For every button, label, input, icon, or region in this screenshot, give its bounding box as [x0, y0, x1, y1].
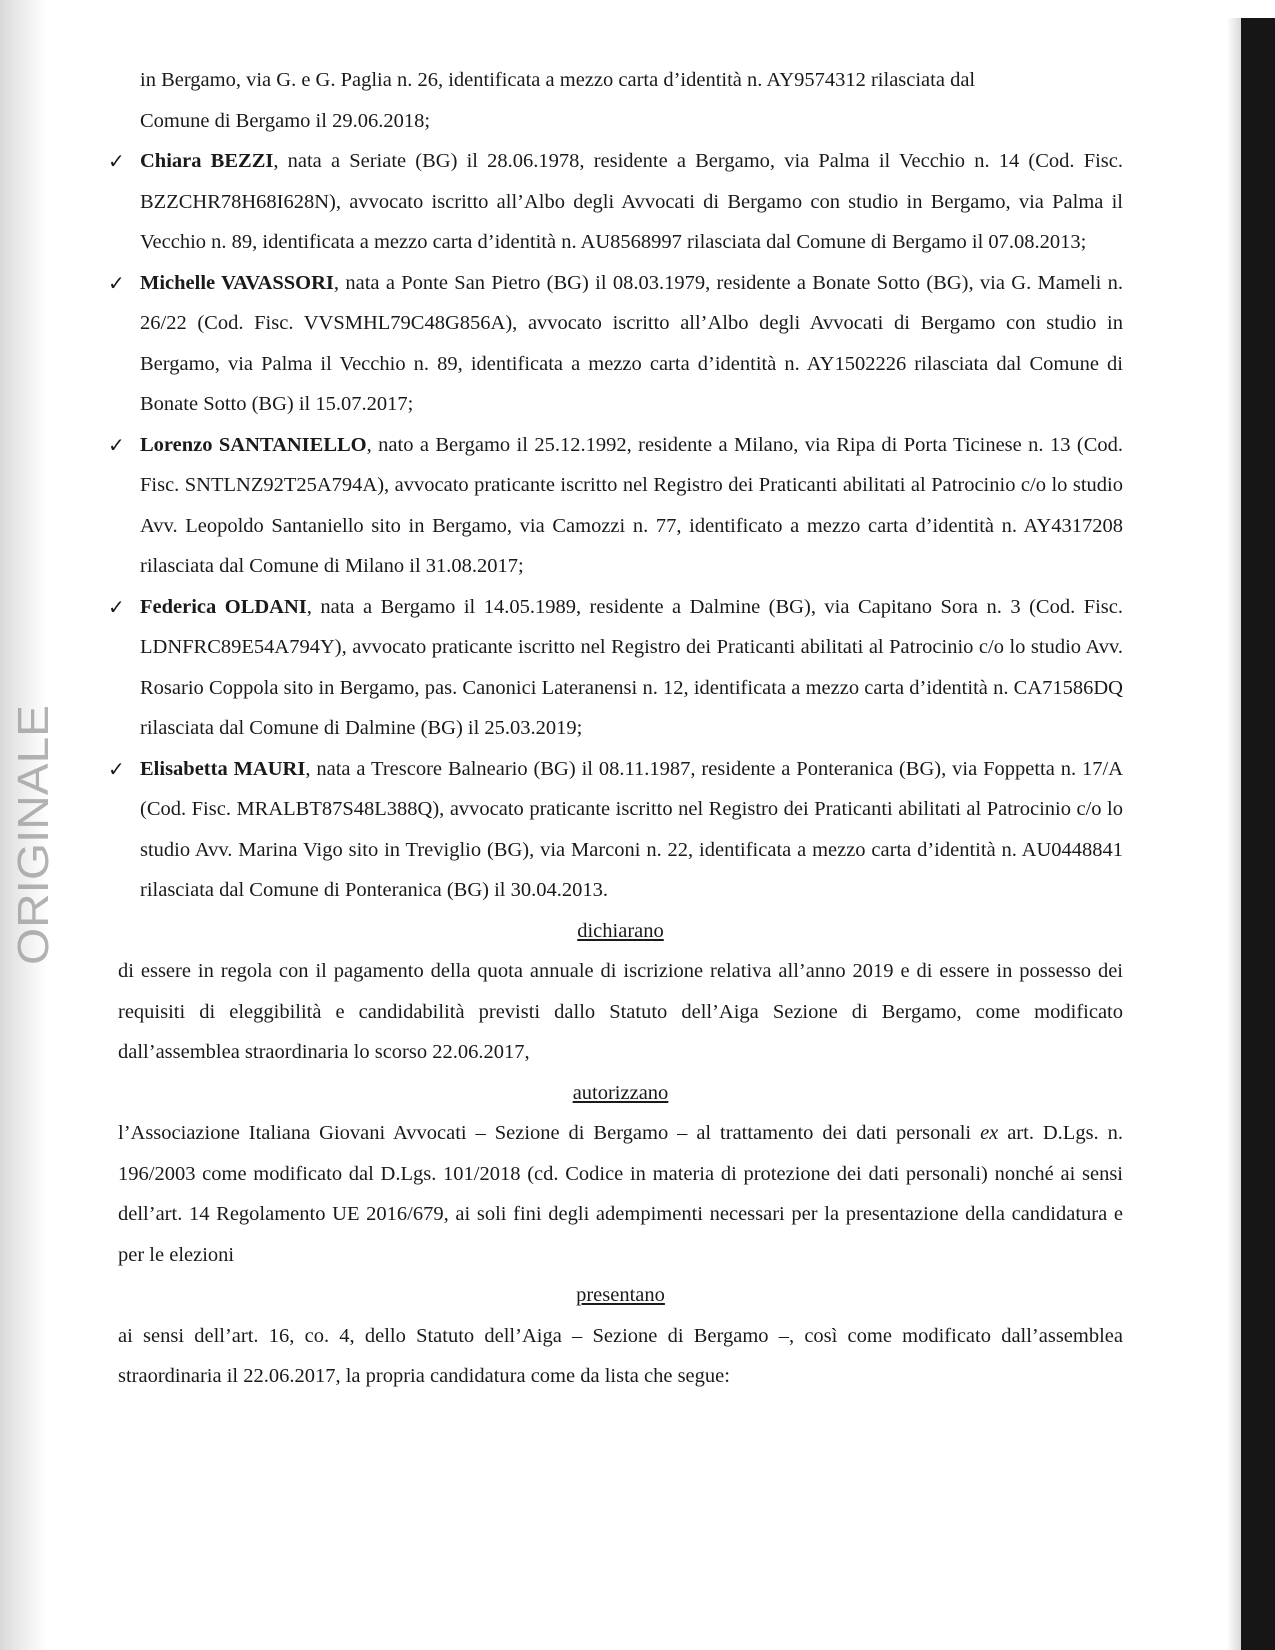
check-mark-icon: ✓	[108, 756, 125, 781]
italic-ex: ex	[980, 1122, 999, 1144]
candidate-entry-4	[108, 587, 1123, 749]
check-mark-icon: ✓	[108, 270, 125, 295]
candidate-name: Chiara BEZZI	[140, 150, 274, 172]
section-heading-dichiarano: dichiarano	[577, 919, 664, 942]
continuation-line-1: in Bergamo, via G. e G. Paglia n. 26, identificata a mezzo carta d’identità n. AY9574312 rilasciata dal	[140, 69, 976, 91]
check-mark-icon: ✓	[108, 149, 125, 173]
continuation-line-2: Comune di Bergamo il 29.06.2018;	[140, 109, 431, 132]
section-text-autorizzano: l’Associazione Italiana Giovani Avvocati – Sezione di Bergamo – al trattamento dei dati personali ex art. D.Lgs. n. 196/2003 come modificato dal D.Lgs. 101/2018 (cd. Codice in materia di protezione dei dati personali) nonché ai sensi dell’art. 14 Regolamento UE 2016/679, ai soli fini degli adempimenti necessari per la presentazione della candidatura e per le elezioni	[118, 1122, 1123, 1266]
candidate-name: Michelle VAVASSORI	[140, 271, 334, 294]
candidate-entry-5	[108, 749, 1123, 911]
candidate-name: Federica OLDANI	[140, 595, 307, 618]
candidate-details: , nata a Ponte San Pietro (BG) il 08.03.1979, residente a Bonate Sotto (BG), via G. Mameli n. 26/22 (Cod. Fisc. VVSMHL79C48G856A), avvocato iscritto all’Albo degli Avvocati di Bergamo con studio in Bergamo, via Palma il Vecchio n. 89, identificata a mezzo carta d’identità n. AY1502226 rilasciata dal Comune di Bonate Sotto (BG) il 15.07.2017;	[140, 271, 1123, 415]
stamp-text: ORIGINALE	[9, 725, 58, 965]
check-mark-icon: ✓	[108, 432, 125, 457]
section-heading-autorizzano: autorizzano	[572, 1081, 669, 1104]
candidate-details: , nata a Seriate (BG) il 28.06.1978, residente a Bergamo, via Palma il Vecchio n. 14 (Cod. Fisc. BZZCHR78H68I628N), avvocato iscritto all’Albo degli Avvocati di Bergamo con studio in Bergamo, via Palma il Vecchio n. 89, identificata a mezzo carta d’identità n. AU8568997 rilasciata dal Comune di Bergamo il 07.08.2013;	[140, 150, 1124, 253]
candidate-details: , nato a Bergamo il 25.12.1992, residente a Milano, via Ripa di Porta Ticinese n. 13 (Cod. Fisc. SNTLNZ92T25A794A), avvocato praticante iscritto nel Registro dei Praticanti abilitati al Patrocinio c/o lo studio Avv. Leopoldo Santaniello sito in Bergamo, via Camozzi n. 77, identificato a mezzo carta d’identità n. AY4317208 rilasciata dal Comune di Milano il 31.08.2017;	[140, 433, 1123, 577]
candidate-name: Elisabetta MAURI	[140, 757, 306, 780]
check-mark-icon: ✓	[108, 594, 125, 619]
candidate-entry-3	[108, 425, 1123, 587]
originale-stamp	[8, 700, 64, 970]
scan-right-shadow	[1227, 18, 1241, 1650]
section-text-presentano: ai sensi dell’art. 16, co. 4, dello Statuto dell’Aiga – Sezione di Bergamo –, così come modificato dall’assemblea straordinaria il 22.06.2017, la propria candidatura come da lista che segue:	[118, 1324, 1123, 1387]
candidate-entry-2	[108, 263, 1123, 425]
section-heading-presentano: presentano	[576, 1284, 665, 1306]
section-text-dichiarano: di essere in regola con il pagamento della quota annuale di iscrizione relativa all’anno 2019 e di essere in possesso dei requisiti di eleggibilità e candidabilità previsti dallo Statuto dell’Aiga Sezione di Bergamo, come modificato dall’assemblea straordinaria lo scorso 22.06.2017,	[118, 960, 1123, 1063]
candidate-name: Lorenzo SANTANIELLO	[140, 433, 367, 456]
candidate-details: , nata a Trescore Balneario (BG) il 08.11.1987, residente a Ponteranica (BG), via Foppetta n. 17/A (Cod. Fisc. MRALBT87S48L388Q), avvocato praticante iscritto nel Registro dei Praticanti abilitati al Patrocinio c/o lo studio Avv. Marina Vigo sito in Treviglio (BG), via Marconi n. 22, identificata a mezzo carta d’identità n. AU0448841 rilasciata dal Comune di Ponteranica (BG) il 30.04.2013.	[140, 757, 1123, 901]
candidate-entry-1	[108, 141, 1124, 263]
candidate-details: , nata a Bergamo il 14.05.1989, residente a Dalmine (BG), via Capitano Sora n. 3 (Cod. Fisc. LDNFRC89E54A794Y), avvocato praticante iscritto nel Registro dei Praticanti abilitati al Patrocinio c/o lo studio Avv. Rosario Coppola sito in Bergamo, pas. Canonici Lateranensi n. 12, identificata a mezzo carta d’identità n. CA71586DQ rilasciata dal Comune di Dalmine (BG) il 25.03.2019;	[140, 595, 1123, 739]
document-page	[108, 60, 1124, 1397]
scan-right-bar	[1241, 18, 1275, 1650]
